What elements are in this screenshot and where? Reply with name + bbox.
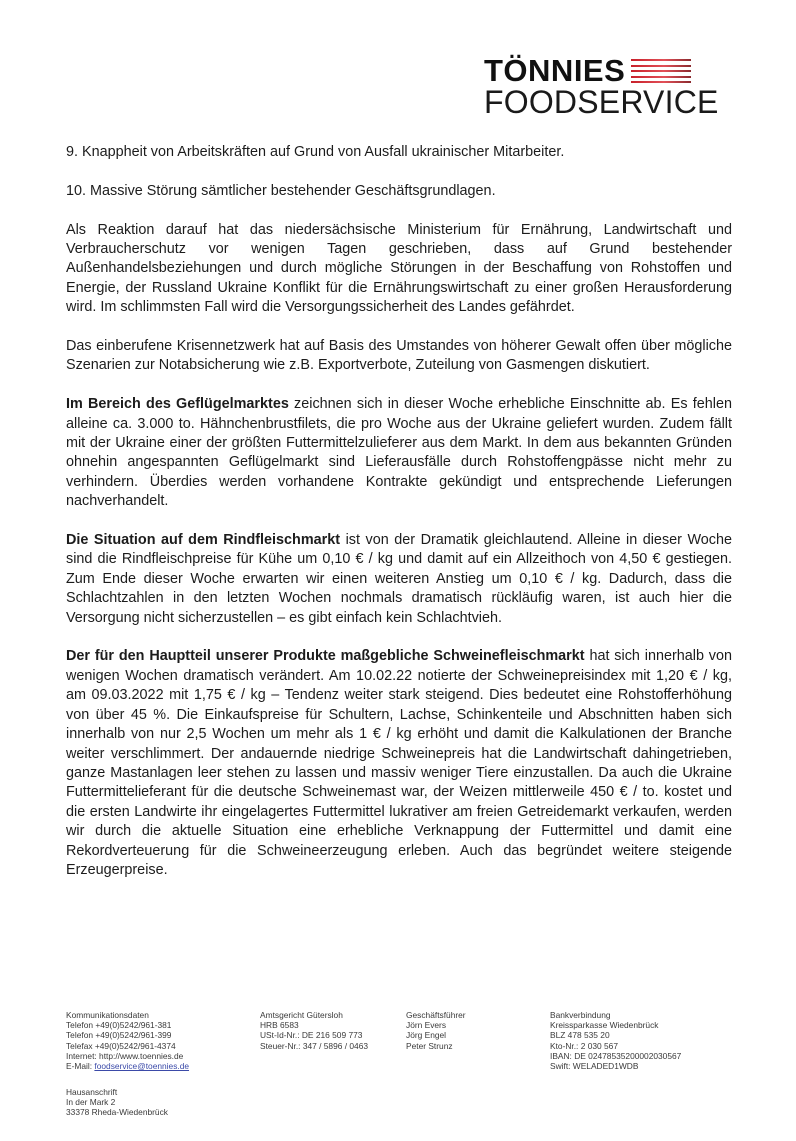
website: Internet: http://www.toennies.de	[66, 1050, 184, 1061]
footer-address	[66, 1087, 168, 1118]
vat-id: USt-Id-Nr.: DE 216 509 773	[260, 1030, 363, 1041]
tax-number: Steuer-Nr.: 347 / 5896 / 0463	[260, 1040, 369, 1051]
footer-heading: Kommunikationsdaten	[66, 1010, 149, 1020]
list-item: 10. Massive Störung sämtlicher bestehender Geschäftsgrundlagen.	[66, 182, 496, 199]
footer-management	[406, 1010, 466, 1051]
logo-stripes-icon	[631, 59, 691, 83]
phone-number: Telefon +49(0)5242/961-399	[66, 1030, 172, 1041]
footer-heading: Amtsgericht Gütersloh	[260, 1010, 343, 1020]
fax-number: Telefax +49(0)5242/961-4374	[66, 1040, 176, 1051]
paragraph-text: zeichnen sich in dieser Woche erhebliche Einschnitte ab. Es fehlen alleine ca. 3.000 to. Hähnchenbrustfilets, die pro Woche aus der Ukraine geliefert wurden. Zudem fällt mit der Ukraine einer der größten Futtermittelzulieferer aus dem Markt. In dem aus bekannten Gründen ohnehin angespannten Geflügelmarkt sind Lieferausfälle durch Rohstoffengpässe nicht mehr zu verhindern. Überdies werden vorhandene Kontrakte gekündigt und entsprechende Lieferungen nachverhandelt.	[66, 396, 732, 510]
footer-heading: Hausanschrift	[66, 1087, 118, 1097]
paragraph-text: hat sich innerhalb von wenigen Wochen dramatisch verändert. Am 10.02.22 notierte der Schweinepreisindex mit 1,20 € / kg, am 09.03.2022 mit 1,75 € / kg – Tendenz weiter stark steigend. Dies bedeutet eine Rohstofferhöhung von über 45 %. Die Einkaufspreise für Schultern, Lachse, Schinkenteile und Abschnitten haben sich innerhalb von nur 2,5 Wochen um mehr als 1 € / kg erhöht und damit die Kalkulationen der Branche weiter verschlimmert. Der andauernde niedrige Schweinepreis hat die Landwirtschaft dahingetrieben, ganze Mastanlagen leer stehen zu lassen und massiv weniger Tiere einzustallen. Da auch die Ukraine Futtermittelieferant für die deutsche Schweinemast war, der Weizen mittlerweile 450 € / to. kostet und die ersten Landwirte ihr eingelagertes Futtermittel lukrativer am freien Getreidemarkt verkaufen, werden wir durch die aktuelle Situation eine erhebliche Verknappung der Futtermittel und damit eine Rekordverteuerung für die Schweineerzeugung erleben. Auch das begründet weitere steigende Erzeugerpreise.	[66, 648, 733, 878]
paragraph-ministry	[66, 221, 732, 318]
footer-registry	[260, 1010, 368, 1051]
bank-code: BLZ 478 535 20	[550, 1030, 610, 1041]
logo-brand-row	[484, 53, 691, 88]
footer-heading: Geschäftsführer	[406, 1010, 466, 1020]
paragraph-heading: Im Bereich des Geflügelmarktes	[66, 396, 289, 413]
logo-brand-text: TÖNNIES	[484, 53, 626, 88]
paragraph-poultry-market	[66, 395, 732, 511]
paragraph-heading: Die Situation auf dem Rindfleischmarkt	[66, 532, 341, 549]
paragraph-crisis-network	[66, 337, 732, 376]
manager-name: Peter Strunz	[406, 1040, 453, 1051]
footer-bank	[550, 1010, 681, 1071]
street: In der Mark 2	[66, 1097, 116, 1108]
paragraph-beef-market	[66, 531, 732, 628]
footer-communication	[66, 1010, 189, 1071]
email-row	[66, 1061, 189, 1071]
paragraph-text: Das einberufene Krisennetzwerk hat auf Basis des Umstandes von höherer Gewalt offen über mögliche Szenarien zur Notabsicherung wie z.B. Exportverbote, Zuteilung von Gasmengen diskutiert.	[66, 338, 732, 374]
paragraph-text: Als Reaktion darauf hat das niedersächsische Ministerium für Ernährung, Landwirtschaft und Verbraucherschutz vor wenigen Tagen geschrieben, dass auf Grund bestehender Außenhandelsbeziehungen und durch mögliche Störungen in der Beschaffung von Rohstoffen und Energie, der Russland Ukraine Konflikt für die Ernährungswirtschaft zu einer großen Herausforderung wird. Im schlimmsten Fall wird die Versorgungssicherheit des Landes gefährdet.	[66, 221, 732, 316]
email-link[interactable]: foodservice@toennies.de	[94, 1061, 190, 1072]
company-logo	[484, 53, 724, 126]
paragraph-heading: Der für den Hauptteil unserer Produkte maßgebliche Schweinefleischmarkt	[66, 648, 585, 665]
letter-body	[66, 143, 732, 900]
city: 33378 Rheda-Wiedenbrück	[66, 1107, 168, 1118]
email-label: E-Mail:	[66, 1061, 95, 1072]
list-item: 9. Knappheit von Arbeitskräften auf Grund von Ausfall ukrainischer Mitarbeiter.	[66, 144, 565, 160]
paragraph-text: ist von der Dramatik gleichlautend. Alleine in dieser Woche sind die Rindfleischpreise für Kühe um 0,10 € / kg und damit auf ein Allzeithoch von 4,50 € gestiegen. Zum Ende dieser Woche erwarten wir einen weiteren Anstieg um 0,10 € / kg. Dadurch, dass die Schlachtzahlen in den letzten Wochen nochmals dramatisch rückläufig waren, ist auch hier die Versorgung nicht sicherzustellen – es gibt einfach kein Schlachtvieh.	[66, 532, 732, 626]
paragraph-pork-market	[66, 647, 732, 880]
iban: IBAN: DE 02478535200002030567	[550, 1050, 682, 1061]
bank-name: Kreissparkasse Wiedenbrück	[550, 1020, 659, 1031]
hrb-number: HRB 6583	[260, 1020, 299, 1031]
logo-subtitle: FOODSERVICE	[484, 84, 719, 120]
swift: Swift: WELADED1WDB	[550, 1061, 639, 1072]
manager-name: Jörn Evers	[406, 1020, 447, 1031]
footer-heading: Bankverbindung	[550, 1010, 611, 1020]
manager-name: Jörg Engel	[406, 1030, 447, 1041]
phone-number: Telefon +49(0)5242/961-381	[66, 1020, 172, 1031]
account-number: Kto-Nr.: 2 030 567	[550, 1040, 618, 1051]
